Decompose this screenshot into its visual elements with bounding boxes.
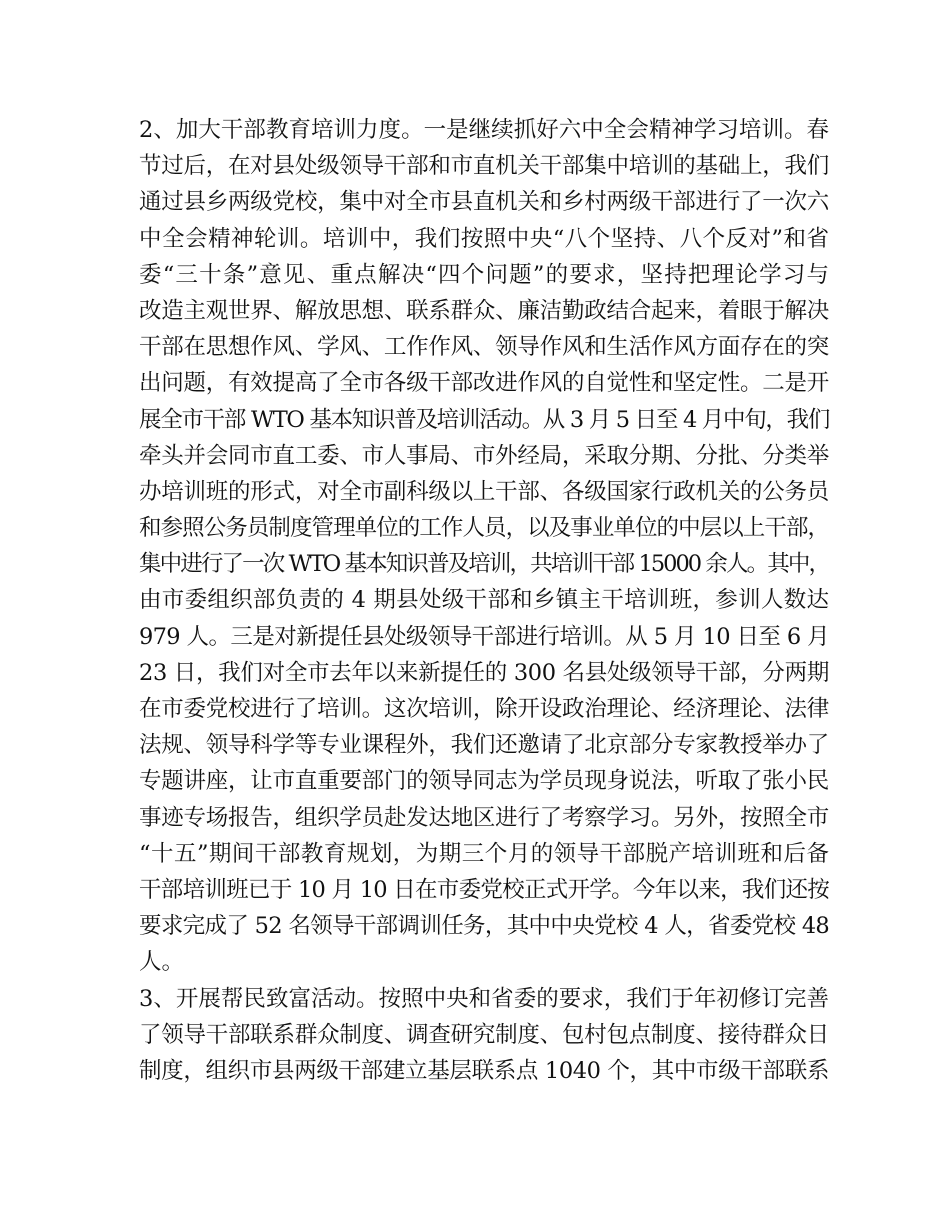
text-line: 专题讲座，让市直重要部门的领导同志为学员现身说法，听取了张小民 [139, 768, 829, 795]
text-line: 由市委组织部负责的 4 期县处级干部和乡镇主干培训班，参训人数达 [139, 587, 829, 614]
text-line: 办培训班的形式，对全市副科级以上干部、各级国家行政机关的公务员 [139, 478, 829, 505]
text-line: 干部培训班已于 10 月 10 日在市委党校正式开学。今年以来，我们还按 [139, 876, 829, 903]
text-line: “十五”期间干部教育规划，为期三个月的领导干部脱产培训班和后备 [139, 840, 829, 867]
text-line: 和参照公务员制度管理单位的工作人员，以及事业单位的中层以上干部， [139, 515, 829, 542]
text-line: 节过后，在对县处级领导干部和市直机关干部集中培训的基础上，我们 [139, 153, 829, 180]
text-line: 中全会精神轮训。培训中，我们按照中央“八个坚持、八个反对”和省 [139, 225, 829, 252]
text-line: 法规、领导科学等专业课程外，我们还邀请了北京部分专家教授举办了 [139, 732, 829, 759]
text-line: 人。 [139, 949, 185, 976]
text-line: 集中进行了一次 WTO 基本知识普及培训，共培训干部 15000 余人。其中， [139, 551, 829, 578]
document-body [139, 112, 829, 1089]
text-line: 牵头并会同市直工委、市人事局、市外经局，采取分期、分批、分类举 [139, 442, 829, 469]
text-line: 委“三十条”意见、重点解决“四个问题”的要求，坚持把理论学习与 [139, 261, 829, 288]
text-line: 展全市干部 WTO 基本知识普及培训活动。从 3 月 5 日至 4 月中旬，我们 [139, 406, 829, 433]
text-line: 出问题，有效提高了全市各级干部改进作风的自觉性和坚定性。二是开 [139, 370, 829, 397]
text-line: 要求完成了 52 名领导干部调训任务，其中中央党校 4 人，省委党校 48 [139, 913, 829, 940]
text-line: 事迹专场报告，组织学员赴发达地区进行了考察学习。另外，按照全市 [139, 804, 829, 831]
text-line: 3、开展帮民致富活动。按照中央和省委的要求，我们于年初修订完善 [139, 985, 829, 1012]
text-line: 干部在思想作风、学风、工作作风、领导作风和生活作风方面存在的突 [139, 334, 829, 361]
text-line: 2、加大干部教育培训力度。一是继续抓好六中全会精神学习培训。春 [139, 117, 829, 143]
text-line: 23 日，我们对全市去年以来新提任的 300 名县处级领导干部，分两期 [139, 659, 829, 686]
text-line: 在市委党校进行了培训。这次培训，除开设政治理论、经济理论、法律 [139, 696, 829, 722]
text-line: 改造主观世界、解放思想、联系群众、廉洁勤政结合起来，着眼于解决 [139, 297, 829, 324]
text-line: 通过县乡两级党校，集中对全市县直机关和乡村两级干部进行了一次六 [139, 189, 829, 216]
text-line: 了领导干部联系群众制度、调查研究制度、包村包点制度、接待群众日 [139, 1021, 829, 1048]
paragraph-3 [139, 981, 829, 1090]
text-line: 制度，组织市县两级干部建立基层联系点 1040 个，其中市级干部联系 [139, 1057, 829, 1084]
text-line: 979 人。三是对新提任县处级领导干部进行培训。从 5 月 10 日至 6 月 [139, 623, 829, 650]
paragraph-2 [139, 112, 829, 981]
